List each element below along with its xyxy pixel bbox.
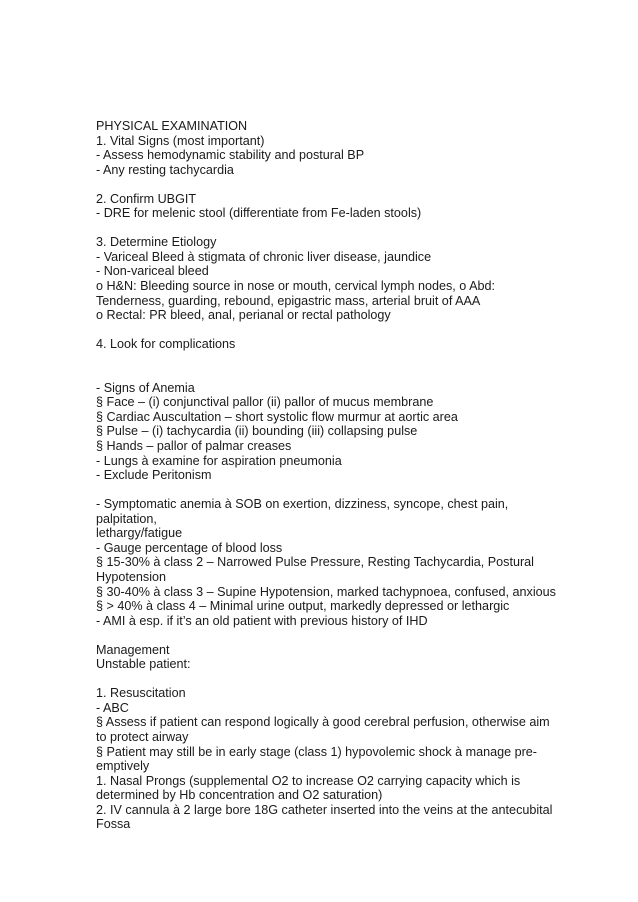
text-line: determined by Hb concentration and O2 saturation) [96,788,383,803]
blank-line [96,628,556,643]
text-line: - Assess hemodynamic stability and postural BP [96,148,365,163]
text-line: - Symptomatic anemia à SOB on exertion, dizziness, syncope, chest pain, [96,497,509,512]
text-line: - Any resting tachycardia [96,162,234,177]
text-line: § Pulse – (i) tachycardia (ii) bounding (iii) collapsing pulse [96,424,418,439]
blank-line [96,323,556,338]
text-line: - Exclude Peritonism [96,468,212,483]
blank-line [96,366,556,381]
blank-line [96,483,556,498]
text-line: - ABC [96,700,129,715]
text-line: palpitation, [96,511,157,526]
text-line: - AMI à esp. if it’s an old patient with previous history of IHD [96,613,428,628]
text-line: § 30-40% à class 3 – Supine Hypotension, marked tachypnoea, confused, anxious [96,584,556,599]
text-line: - Lungs à examine for aspiration pneumonia [96,453,342,468]
text-line: lethargy/fatigue [96,526,183,541]
text-line: 1. Vital Signs (most important) [96,133,265,148]
blank-line [96,672,556,687]
text-line: § Cardiac Auscultation – short systolic flow murmur at aortic area [96,409,458,424]
text-line: § Assess if patient can respond logically à good cerebral perfusion, otherwise aim [96,715,550,730]
text-line: o H&N: Bleeding source in nose or mouth, cervical lymph nodes, o Abd: [96,279,496,294]
text-line: Hypotension [96,569,167,584]
text-line: Unstable patient: [96,657,191,672]
text-line: § Hands – pallor of palmar creases [96,439,292,454]
text-line: Fossa [96,817,131,832]
text-line: - DRE for melenic stool (differentiate from Fe-laden stools) [96,206,422,221]
text-line: emptively [96,759,150,774]
text-line: § > 40% à class 4 – Minimal urine output, markedly depressed or lethargic [96,599,510,614]
text-line: 1. Resuscitation [96,686,186,701]
text-line: 3. Determine Etiology [96,235,217,250]
text-line: - Gauge percentage of blood loss [96,540,283,555]
document-page [96,119,556,832]
text-line: o Rectal: PR bleed, anal, perianal or rectal pathology [96,308,391,323]
text-line: - Non-variceal bleed [96,264,209,279]
blank-line [96,177,556,192]
text-line: Tenderness, guarding, rebound, epigastric mass, arterial bruit of AAA [96,293,481,308]
text-line: § Face – (i) conjunctival pallor (ii) pallor of mucus membrane [96,395,434,410]
text-line: 4. Look for complications [96,337,236,352]
blank-line [96,221,556,236]
text-line: 1. Nasal Prongs (supplemental O2 to increase O2 carrying capacity which is [96,773,521,788]
blank-line [96,352,556,367]
text-line: § 15-30% à class 2 – Narrowed Pulse Pressure, Resting Tachycardia, Postural [96,555,534,570]
text-line: 2. IV cannula à 2 large bore 18G catheter inserted into the veins at the antecubital [96,802,553,817]
text-line: 2. Confirm UBGIT [96,191,197,206]
heading-management: Management [96,642,170,657]
heading-physical-examination: PHYSICAL EXAMINATION [96,119,248,133]
text-line: - Signs of Anemia [96,380,195,395]
text-line: § Patient may still be in early stage (class 1) hypovolemic shock à manage pre- [96,744,537,759]
text-line: - Variceal Bleed à stigmata of chronic liver disease, jaundice [96,249,432,264]
text-line: to protect airway [96,729,189,744]
